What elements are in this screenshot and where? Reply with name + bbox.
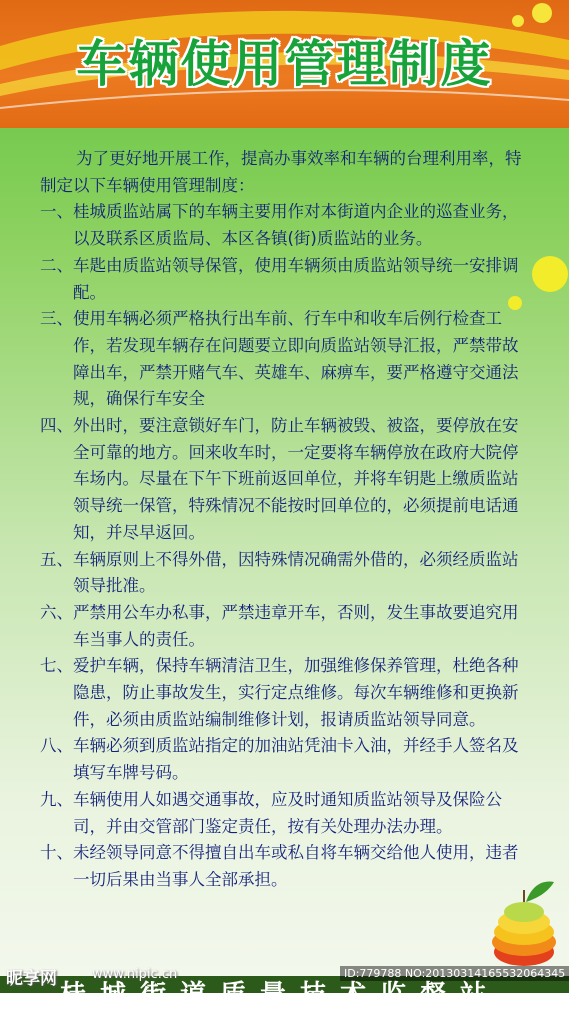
clause-number: 六、	[40, 602, 73, 622]
clause-number: 四、	[40, 416, 73, 436]
clause-text: 车辆必须到质监站指定的加油站凭油卡入油，并经手人签名及填写车牌号码。	[73, 736, 519, 783]
clause-text: 车匙由质监站领导保管，使用车辆须由质监站领导统一安排调配。	[73, 255, 519, 302]
header-dot-large	[532, 3, 552, 23]
watermark-id: ID:779788 NO:20130314165532064345	[340, 966, 569, 981]
clause-number: 九、	[40, 789, 73, 809]
clause-number: 七、	[40, 656, 73, 676]
clause-7	[40, 653, 530, 733]
watermark-site: www.nipic.cn	[92, 967, 178, 982]
clause-number: 五、	[40, 549, 73, 569]
header-banner	[0, 0, 569, 128]
yellow-dot-decoration	[532, 256, 568, 292]
clause-10	[40, 840, 530, 893]
clause-2	[40, 253, 530, 306]
clause-3	[40, 306, 530, 413]
clause-5	[40, 547, 530, 600]
clause-number: 八、	[40, 736, 73, 756]
watermark-logo: 昵享网	[6, 969, 57, 989]
clause-text: 严禁用公车办私事，严禁违章开车，否则，发生事故要追究用车当事人的责任。	[73, 602, 519, 649]
clause-text: 桂城质监站属下的车辆主要用作对本街道内企业的巡查业务，以及联系区质监局、本区各镇(街)质监站的业务。	[73, 202, 519, 249]
clause-text: 未经领导同意不得擅自出车或私自将车辆交给他人使用，违者一切后果由当事人全部承担。	[73, 843, 519, 889]
clause-text: 外出时，要注意锁好车门，防止车辆被毁、被盗，要停放在安全可靠的地方。回来收车时，一定要将车辆停放在政府大院停车场内。尽量在下午下班前返回单位，并将车钥匙上缴质监站领导统一保管，特殊情况不能按时回单位的，必须提前电话通知，并尽早返回。	[73, 416, 519, 542]
intro-paragraph: 为了更好地开展工作，提高办事效率和车辆的台理利用率，特制定以下车辆使用管理制度：	[40, 149, 522, 195]
clause-number: 十、	[40, 843, 73, 863]
clause-9	[40, 787, 530, 840]
page-title: 车辆使用管理制度	[76, 35, 493, 93]
clause-text: 爱护车辆，保持车辆清洁卫生，加强维修保养管理，杜绝各种隐患，防止事故发生，实行定点维修。每次车辆维修和更换新件，必须由质监站编制维修计划，报请质监站领导同意。	[73, 656, 519, 729]
clause-8	[40, 733, 530, 786]
clause-number: 一、	[40, 202, 73, 222]
regulation-body	[40, 146, 530, 894]
clause-number: 三、	[40, 309, 73, 329]
clause-text: 车辆使用人如遇交通事故，应及时通知质监站领导及保险公司，并由交管部门鉴定责任，按有关处理办法办理。	[73, 789, 502, 836]
organization-name: 桂城街道质量技术监督站	[60, 980, 501, 1010]
clause-text: 车辆原则上不得外借，因特殊情况确需外借的，必须经质监站领导批准。	[73, 549, 519, 596]
clause-1	[40, 199, 530, 252]
clause-6	[40, 600, 530, 653]
clause-text: 使用车辆必须严格执行出车前、行车中和收车后例行检查工作，若发现车辆存在问题要立即向质监站领导汇报，严禁带故障出车，严禁开赌气车、英雄车、麻痹车，要严格遵守交通法规，确保行车安全	[73, 309, 519, 409]
clause-number: 二、	[40, 255, 73, 275]
sliced-fruit-icon	[484, 872, 564, 972]
clause-4	[40, 413, 530, 547]
